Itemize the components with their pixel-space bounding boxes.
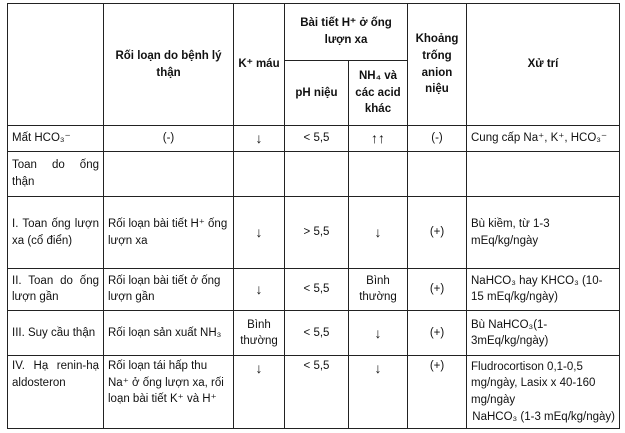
header-renal: Rối loạn do bệnh lý thận <box>104 4 234 126</box>
cell-ph: < 5,5 <box>285 311 349 356</box>
cell-condition: I. Toan ống lượn xa (cổ điển) <box>8 197 104 268</box>
cell-nh4 <box>349 151 408 197</box>
table-row <box>8 197 620 268</box>
header-anion: Khoảng trống anion niệu <box>408 4 467 126</box>
cell-renal: Rối loạn bài tiết H⁺ ống lượn xa <box>104 197 234 268</box>
cell-treatment: Bù kiềm, từ 1-3 mEq/kg/ngày <box>467 197 620 268</box>
cell-renal: (-) <box>104 126 234 152</box>
cell-treatment: Bù NaHCO₃(1-3mEq/kg/ngày) <box>467 311 620 356</box>
cell-anion <box>408 151 467 197</box>
cell-condition: IV. Hạ renin-hạ aldosteron <box>8 356 104 429</box>
cell-renal: Rối loạn sản xuất NH₃ <box>104 311 234 356</box>
cell-anion: (+) <box>408 311 467 356</box>
cell-nh4: ↑↑ <box>349 126 408 152</box>
cell-k: ↓ <box>234 356 285 429</box>
cell-k <box>234 151 285 197</box>
cell-nh4: ↓ <box>349 356 408 429</box>
cell-treatment: Cung cấp Na⁺, K⁺, HCO₃⁻ <box>467 126 620 152</box>
cell-condition: II. Toan do ống lượn gần <box>8 268 104 311</box>
cell-anion: (+) <box>408 356 467 429</box>
cell-k: ↓ <box>234 197 285 268</box>
cell-renal: Rối loạn bài tiết ở ống lượn gần <box>104 268 234 311</box>
cell-nh4: Bình thường <box>349 268 408 311</box>
cell-anion: (-) <box>408 126 467 152</box>
header-row <box>8 4 620 61</box>
cell-ph <box>285 151 349 197</box>
cell-condition: III. Suy cầu thận <box>8 311 104 356</box>
cell-renal <box>104 151 234 197</box>
acidosis-table <box>7 3 620 429</box>
table-row <box>8 126 620 152</box>
table-row <box>8 311 620 356</box>
cell-k: Bình thường <box>234 311 285 356</box>
cell-anion: (+) <box>408 268 467 311</box>
cell-ph: > 5,5 <box>285 197 349 268</box>
cell-treatment <box>467 151 620 197</box>
cell-nh4: ↓ <box>349 197 408 268</box>
table-row <box>8 151 620 197</box>
cell-ph: < 5,5 <box>285 356 349 429</box>
header-condition <box>8 4 104 126</box>
cell-ph: < 5,5 <box>285 126 349 152</box>
cell-treatment: NaHCO₃ hay KHCO₃ (10-15 mEq/kg/ngày) <box>467 268 620 311</box>
cell-condition: Mất HCO₃⁻ <box>8 126 104 152</box>
cell-k: ↓ <box>234 126 285 152</box>
cell-nh4: ↓ <box>349 311 408 356</box>
treatment-line: Fludrocortison 0,1-0,5 mg/ngày, Lasix x 40-160 mg/ngày <box>471 360 596 407</box>
header-ph: pH niệu <box>285 60 349 125</box>
cell-ph: < 5,5 <box>285 268 349 311</box>
cell-condition: Toan do ống thận <box>8 151 104 197</box>
cell-treatment <box>467 356 620 429</box>
table-row <box>8 268 620 311</box>
cell-k: ↓ <box>234 268 285 311</box>
treatment-line: NaHCO₃ (1-3 mEq/kg/ngày) <box>472 410 615 423</box>
header-distal: Bài tiết H⁺ ở ống lượn xa <box>285 4 408 61</box>
header-nh4: NH₄ và các acid khác <box>349 60 408 125</box>
table-row <box>8 356 620 429</box>
header-k: K⁺ máu <box>234 4 285 126</box>
header-treatment: Xử trí <box>467 4 620 126</box>
cell-anion: (+) <box>408 197 467 268</box>
cell-renal: Rối loạn tái hấp thu Na⁺ ở ống lượn xa, rối loạn bài tiết K⁺ và H⁺ <box>104 356 234 429</box>
